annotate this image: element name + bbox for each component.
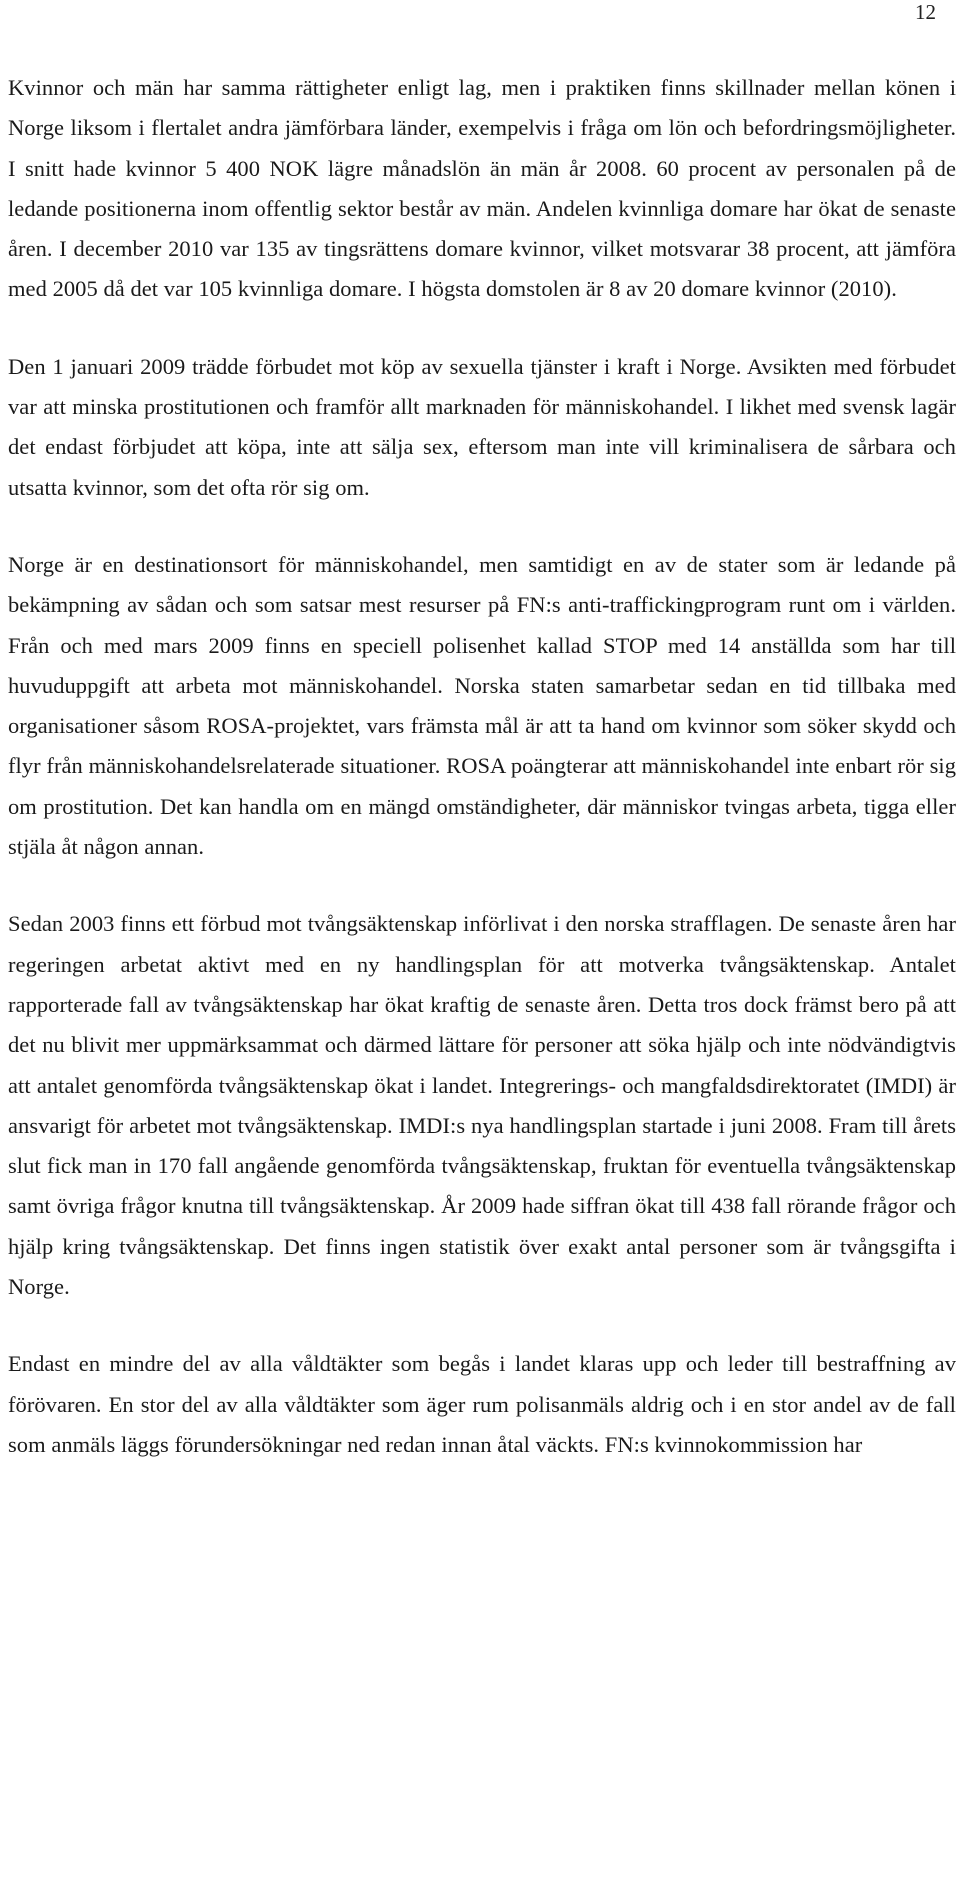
- paragraph-human-trafficking: Norge är en destinationsort för människohandel, men samtidigt en av de stater som är ledande på bekämpning av sådan och som satsar mest resurser på FN:s anti-traffickingprogram runt om i världen. Från och med mars 2009 finns en speciell polisenhet kallad STOP med 14 anställda som har till huvuduppgift att arbeta mot människohandel. Norska staten samarbetar sedan en tid tillbaka med organisationer såsom ROSA-projektet, vars främsta mål är att ta hand om kvinnor som söker skydd och flyr från människohandelsrelaterade situationer. ROSA poängterar att människohandel inte enbart rör sig om prostitution. Det kan handla om en mängd omständigheter, där människor tvingas arbeta, tigga eller stjäla åt någon annan.: [8, 551, 956, 860]
- paragraph-sex-purchase-ban: Den 1 januari 2009 trädde förbudet mot köp av sexuella tjänster i kraft i Norge. Avsikten med förbudet var att minska prostitutionen och framför allt marknaden för människohandel. I likhet med svensk lagär det endast förbjudet att köpa, inte att sälja sex, eftersom man inte vill kriminalisera de sårbara och utsatta kvinnor, som det ofta rör sig om.: [8, 353, 956, 500]
- paragraph-forced-marriage: Sedan 2003 finns ett förbud mot tvångsäktenskap införlivat i den norska strafflagen. De senaste åren har regeringen arbetat aktivt med en ny handlingsplan för att motverka tvångsäktenskap. Antalet rapporterade fall av tvångsäktenskap har ökat kraftig de senaste åren. Detta tros dock främst bero på att det nu blivit mer uppmärksammat och därmed lättare för personer att söka hjälp och inte nödvändigtvis att antalet genomförda tvångsäktenskap ökat i landet. Integrerings- och mangfaldsdirektoratet (IMDI) är ansvarigt för arbetet mot tvångsäktenskap. IMDI:s nya handlingsplan startade i juni 2008. Fram till årets slut fick man in 170 fall angående genomförda tvångsäktenskap, fruktan för eventuella tvångsäktenskap samt övriga frågor knutna till tvångsäktenskap. År 2009 hade siffran ökat till 438 fall rörande frågor och hjälp kring tvångsäktenskap. Det finns ingen statistik över exakt antal personer som är tvångsgifta i Norge.: [8, 911, 956, 1300]
- document-body: [8, 68, 956, 1465]
- page-number: 12: [915, 0, 936, 24]
- paragraph-rape-prosecution: Endast en mindre del av alla våldtäkter som begås i landet klaras upp och leder till bestraffning av förövaren. En stor del av alla våldtäkter som äger rum polisanmäls aldrig och i en stor andel av de fall som anmäls läggs förundersökningar ned redan innan åtal väckts. FN:s kvinnokommission har: [8, 1351, 956, 1457]
- paragraph-gender-equality: Kvinnor och män har samma rättigheter enligt lag, men i praktiken finns skillnader mellan könen i Norge liksom i flertalet andra jämförbara länder, exempelvis i fråga om lön och befordringsmöjligheter. I snitt hade kvinnor 5 400 NOK lägre månadslön än män år 2008. 60 procent av personalen på de ledande positionerna inom offentlig sektor består av män. Andelen kvinnliga domare har ökat de senaste åren. I december 2010 var 135 av tingsrättens domare kvinnor, vilket motsvarar 38 procent, att jämföra med 2005 då det var 105 kvinnliga domare. I högsta domstolen är 8 av 20 domare kvinnor (2010).: [8, 75, 956, 302]
